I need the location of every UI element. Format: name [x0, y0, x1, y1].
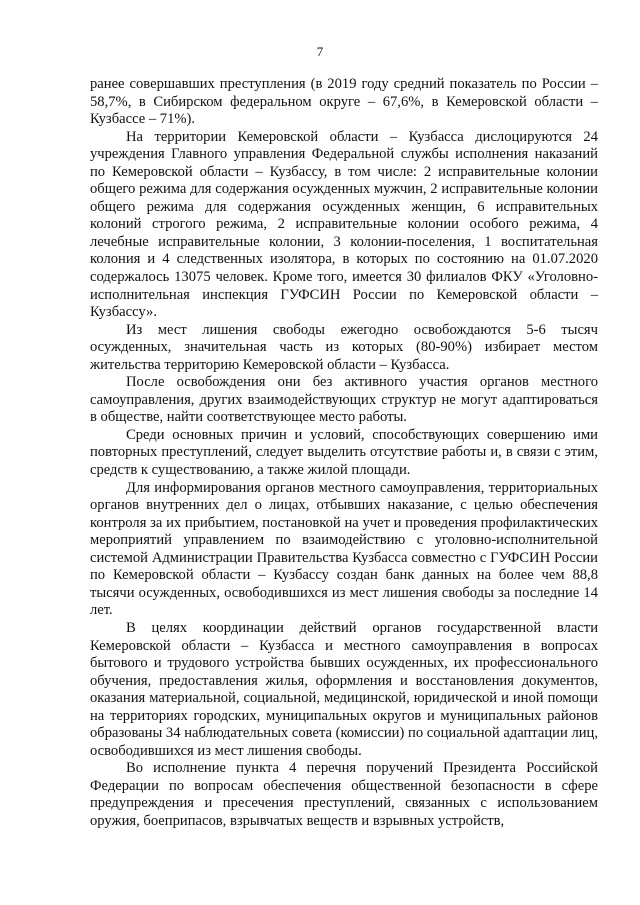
paragraph: После освобождения они без активного участия органов местного самоуправления, других взаимодействующих структур не могут адаптироваться в обществе, найти соответствующее место работы.: [90, 374, 598, 426]
paragraph: ранее совершавших преступления (в 2019 году средний показатель по России – 58,7%, в Сибирском федеральном округе – 67,6%, в Кемеровской области – Кузбассе – 71%).: [90, 76, 598, 128]
paragraph: Среди основных причин и условий, способствующих совершению ими повторных преступлений, следует выделить отсутствие работы и, в связи с этим, средств к существованию, а также жилой площади.: [90, 426, 598, 479]
paragraph: В целях координации действий органов государственной власти Кемеровской области – Кузбасса и местного самоуправления в вопросах бытового и трудового устройства бывших осужденных, их профессионального обучения, предоставления жилья, оформления и восстановления документов, оказания материальной, социальной, медицинской, юридической и иной помощи на территориях городских, муниципальных округов и муниципальных районов образованы 34 наблюдательных совета (комиссии) по социальной адаптации лиц, освободившихся из мест лишения свободы.: [90, 619, 598, 759]
page-number: 7: [316, 44, 324, 59]
paragraph: Во исполнение пункта 4 перечня поручений Президента Российской Федерации по вопросам обеспечения общественной безопасности в сфере предупреждения и пресечения преступлений, связанных с использованием оружия, боеприпасов, взрывчатых веществ и взрывных устройств,: [90, 760, 598, 829]
paragraph: На территории Кемеровской области – Кузбасса дислоцируются 24 учреждения Главного управления Федеральной службы исполнения наказаний по Кемеровской области – Кузбассу, в том числе: 2 исправительные колонии общего режима для содержания осужденных мужчин, 2 исправительные колонии общего режима для содержания осужденных женщин, 6 исправительных колоний строгого режима, 2 исправительные колонии особого режима, 4 лечебные исправительные колонии, 3 колонии-поселения, 1 воспитательная колония и 4 следственных изолятора, в которых по состоянию на 01.07.2020 содержалось 13075 человек. Кроме того, имеется 30 филиалов ФКУ «Уголовно-исполнительная инспекция ГУФСИН России по Кемеровской области – Кузбассу».: [90, 128, 598, 321]
document-body: [90, 76, 598, 831]
paragraph: Для информирования органов местного самоуправления, территориальных органов внутренних дел о лицах, отбывших наказание, с целью обеспечения контроля за их прибытием, постановкой на учет и проведения профилактических мероприятий управлением по взаимодействию с уголовно-исполнительной системой Администрации Правительства Кузбасса совместно с ГУФСИН России по Кемеровской области – Кузбассу создан банк данных на более чем 88,8 тысячи осужденных, освободившихся из мест лишения свободы за последние 14 лет.: [90, 479, 598, 619]
paragraph: Из мест лишения свободы ежегодно освобождаются 5-6 тысяч осужденных, значительная часть из которых (80-90%) избирает местом жительства территорию Кемеровской области – Кузбасса.: [90, 321, 598, 373]
